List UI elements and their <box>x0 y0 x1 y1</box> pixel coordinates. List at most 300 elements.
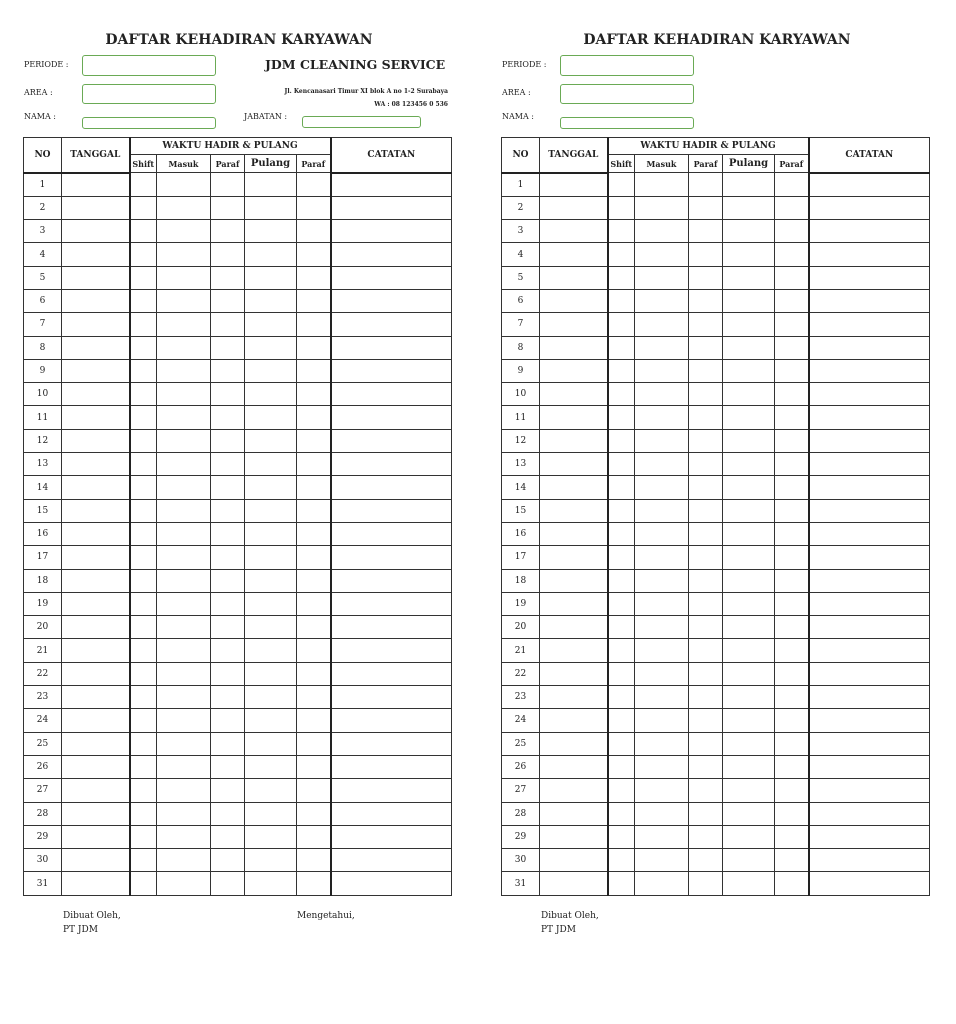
paraf-pulang-cell[interactable] <box>297 196 331 219</box>
pulang-cell[interactable] <box>245 825 297 848</box>
paraf-cell[interactable] <box>689 755 723 778</box>
pulang-cell[interactable] <box>723 546 775 569</box>
pulang-cell[interactable] <box>723 779 775 802</box>
catatan-cell[interactable] <box>331 406 452 429</box>
paraf-cell[interactable] <box>211 313 245 336</box>
shift-cell[interactable] <box>130 243 157 266</box>
nama-field[interactable] <box>82 117 216 129</box>
paraf-pulang-cell[interactable] <box>775 639 809 662</box>
paraf-cell[interactable] <box>211 825 245 848</box>
pulang-cell[interactable] <box>245 616 297 639</box>
tanggal-cell[interactable] <box>62 849 130 872</box>
masuk-cell[interactable] <box>635 476 689 499</box>
catatan-cell[interactable] <box>331 383 452 406</box>
pulang-cell[interactable] <box>723 220 775 243</box>
catatan-cell[interactable] <box>331 709 452 732</box>
catatan-cell[interactable] <box>331 872 452 895</box>
paraf-pulang-cell[interactable] <box>775 546 809 569</box>
shift-cell[interactable] <box>130 709 157 732</box>
pulang-cell[interactable] <box>723 313 775 336</box>
paraf-cell[interactable] <box>689 429 723 452</box>
catatan-cell[interactable] <box>331 616 452 639</box>
paraf-cell[interactable] <box>211 266 245 289</box>
paraf-pulang-cell[interactable] <box>775 243 809 266</box>
pulang-cell[interactable] <box>723 616 775 639</box>
tanggal-cell[interactable] <box>62 569 130 592</box>
pulang-cell[interactable] <box>245 196 297 219</box>
pulang-cell[interactable] <box>723 872 775 895</box>
shift-cell[interactable] <box>608 639 635 662</box>
pulang-cell[interactable] <box>723 686 775 709</box>
tanggal-cell[interactable] <box>62 336 130 359</box>
paraf-pulang-cell[interactable] <box>297 336 331 359</box>
paraf-cell[interactable] <box>689 453 723 476</box>
paraf-pulang-cell[interactable] <box>775 522 809 545</box>
paraf-cell[interactable] <box>689 406 723 429</box>
paraf-cell[interactable] <box>689 825 723 848</box>
masuk-cell[interactable] <box>635 359 689 382</box>
tanggal-cell[interactable] <box>62 266 130 289</box>
tanggal-cell[interactable] <box>540 406 608 429</box>
catatan-cell[interactable] <box>809 709 930 732</box>
masuk-cell[interactable] <box>635 732 689 755</box>
pulang-cell[interactable] <box>245 173 297 197</box>
paraf-cell[interactable] <box>689 359 723 382</box>
shift-cell[interactable] <box>130 569 157 592</box>
paraf-cell[interactable] <box>689 522 723 545</box>
tanggal-cell[interactable] <box>540 453 608 476</box>
paraf-cell[interactable] <box>689 802 723 825</box>
shift-cell[interactable] <box>608 546 635 569</box>
tanggal-cell[interactable] <box>62 173 130 197</box>
paraf-cell[interactable] <box>211 802 245 825</box>
paraf-cell[interactable] <box>689 546 723 569</box>
masuk-cell[interactable] <box>635 569 689 592</box>
paraf-cell[interactable] <box>689 872 723 895</box>
pulang-cell[interactable] <box>245 546 297 569</box>
tanggal-cell[interactable] <box>62 616 130 639</box>
pulang-cell[interactable] <box>245 289 297 312</box>
paraf-pulang-cell[interactable] <box>297 569 331 592</box>
masuk-cell[interactable] <box>157 499 211 522</box>
tanggal-cell[interactable] <box>540 662 608 685</box>
paraf-cell[interactable] <box>689 709 723 732</box>
paraf-pulang-cell[interactable] <box>297 779 331 802</box>
paraf-pulang-cell[interactable] <box>775 872 809 895</box>
paraf-cell[interactable] <box>689 336 723 359</box>
paraf-cell[interactable] <box>211 499 245 522</box>
paraf-cell[interactable] <box>689 243 723 266</box>
pulang-cell[interactable] <box>245 313 297 336</box>
shift-cell[interactable] <box>130 476 157 499</box>
shift-cell[interactable] <box>130 522 157 545</box>
shift-cell[interactable] <box>130 802 157 825</box>
paraf-pulang-cell[interactable] <box>775 825 809 848</box>
masuk-cell[interactable] <box>157 569 211 592</box>
masuk-cell[interactable] <box>635 849 689 872</box>
shift-cell[interactable] <box>608 266 635 289</box>
masuk-cell[interactable] <box>635 779 689 802</box>
paraf-cell[interactable] <box>689 592 723 615</box>
pulang-cell[interactable] <box>723 522 775 545</box>
catatan-cell[interactable] <box>331 686 452 709</box>
paraf-cell[interactable] <box>689 173 723 197</box>
tanggal-cell[interactable] <box>62 289 130 312</box>
catatan-cell[interactable] <box>809 359 930 382</box>
shift-cell[interactable] <box>130 639 157 662</box>
pulang-cell[interactable] <box>723 709 775 732</box>
paraf-cell[interactable] <box>211 336 245 359</box>
shift-cell[interactable] <box>608 383 635 406</box>
shift-cell[interactable] <box>130 196 157 219</box>
shift-cell[interactable] <box>608 429 635 452</box>
pulang-cell[interactable] <box>723 499 775 522</box>
shift-cell[interactable] <box>608 289 635 312</box>
shift-cell[interactable] <box>608 476 635 499</box>
catatan-cell[interactable] <box>809 872 930 895</box>
masuk-cell[interactable] <box>157 802 211 825</box>
paraf-cell[interactable] <box>211 709 245 732</box>
pulang-cell[interactable] <box>245 802 297 825</box>
pulang-cell[interactable] <box>723 825 775 848</box>
paraf-pulang-cell[interactable] <box>775 616 809 639</box>
catatan-cell[interactable] <box>331 802 452 825</box>
shift-cell[interactable] <box>608 709 635 732</box>
catatan-cell[interactable] <box>331 243 452 266</box>
shift-cell[interactable] <box>130 499 157 522</box>
tanggal-cell[interactable] <box>540 779 608 802</box>
tanggal-cell[interactable] <box>62 802 130 825</box>
paraf-cell[interactable] <box>211 546 245 569</box>
pulang-cell[interactable] <box>723 476 775 499</box>
paraf-cell[interactable] <box>689 732 723 755</box>
paraf-pulang-cell[interactable] <box>297 546 331 569</box>
masuk-cell[interactable] <box>635 336 689 359</box>
pulang-cell[interactable] <box>245 336 297 359</box>
paraf-cell[interactable] <box>689 569 723 592</box>
pulang-cell[interactable] <box>245 732 297 755</box>
paraf-pulang-cell[interactable] <box>297 220 331 243</box>
paraf-pulang-cell[interactable] <box>775 266 809 289</box>
catatan-cell[interactable] <box>809 383 930 406</box>
tanggal-cell[interactable] <box>62 662 130 685</box>
paraf-cell[interactable] <box>211 289 245 312</box>
paraf-cell[interactable] <box>211 453 245 476</box>
pulang-cell[interactable] <box>723 569 775 592</box>
tanggal-cell[interactable] <box>540 499 608 522</box>
catatan-cell[interactable] <box>331 173 452 197</box>
pulang-cell[interactable] <box>723 173 775 197</box>
paraf-cell[interactable] <box>689 639 723 662</box>
paraf-pulang-cell[interactable] <box>297 499 331 522</box>
shift-cell[interactable] <box>130 336 157 359</box>
paraf-pulang-cell[interactable] <box>297 406 331 429</box>
paraf-cell[interactable] <box>689 383 723 406</box>
catatan-cell[interactable] <box>809 616 930 639</box>
tanggal-cell[interactable] <box>540 872 608 895</box>
masuk-cell[interactable] <box>157 849 211 872</box>
catatan-cell[interactable] <box>809 499 930 522</box>
masuk-cell[interactable] <box>635 243 689 266</box>
masuk-cell[interactable] <box>157 616 211 639</box>
tanggal-cell[interactable] <box>540 429 608 452</box>
masuk-cell[interactable] <box>157 243 211 266</box>
masuk-cell[interactable] <box>635 872 689 895</box>
pulang-cell[interactable] <box>245 266 297 289</box>
masuk-cell[interactable] <box>157 872 211 895</box>
shift-cell[interactable] <box>130 313 157 336</box>
pulang-cell[interactable] <box>723 266 775 289</box>
pulang-cell[interactable] <box>245 406 297 429</box>
paraf-cell[interactable] <box>211 173 245 197</box>
shift-cell[interactable] <box>608 662 635 685</box>
catatan-cell[interactable] <box>331 453 452 476</box>
catatan-cell[interactable] <box>331 546 452 569</box>
masuk-cell[interactable] <box>635 825 689 848</box>
paraf-cell[interactable] <box>211 662 245 685</box>
paraf-pulang-cell[interactable] <box>775 196 809 219</box>
shift-cell[interactable] <box>130 266 157 289</box>
tanggal-cell[interactable] <box>62 383 130 406</box>
masuk-cell[interactable] <box>157 173 211 197</box>
paraf-cell[interactable] <box>211 383 245 406</box>
masuk-cell[interactable] <box>157 686 211 709</box>
shift-cell[interactable] <box>608 686 635 709</box>
shift-cell[interactable] <box>130 592 157 615</box>
shift-cell[interactable] <box>608 499 635 522</box>
tanggal-cell[interactable] <box>62 546 130 569</box>
masuk-cell[interactable] <box>157 406 211 429</box>
shift-cell[interactable] <box>608 732 635 755</box>
catatan-cell[interactable] <box>331 592 452 615</box>
catatan-cell[interactable] <box>809 592 930 615</box>
paraf-cell[interactable] <box>211 592 245 615</box>
masuk-cell[interactable] <box>635 639 689 662</box>
tanggal-cell[interactable] <box>62 732 130 755</box>
shift-cell[interactable] <box>608 569 635 592</box>
catatan-cell[interactable] <box>809 336 930 359</box>
paraf-cell[interactable] <box>211 359 245 382</box>
paraf-cell[interactable] <box>689 499 723 522</box>
paraf-pulang-cell[interactable] <box>297 429 331 452</box>
paraf-pulang-cell[interactable] <box>775 849 809 872</box>
catatan-cell[interactable] <box>809 779 930 802</box>
tanggal-cell[interactable] <box>540 639 608 662</box>
paraf-pulang-cell[interactable] <box>775 569 809 592</box>
shift-cell[interactable] <box>130 453 157 476</box>
masuk-cell[interactable] <box>157 592 211 615</box>
paraf-pulang-cell[interactable] <box>297 266 331 289</box>
masuk-cell[interactable] <box>157 289 211 312</box>
catatan-cell[interactable] <box>331 499 452 522</box>
tanggal-cell[interactable] <box>540 476 608 499</box>
masuk-cell[interactable] <box>635 289 689 312</box>
paraf-cell[interactable] <box>211 755 245 778</box>
pulang-cell[interactable] <box>723 429 775 452</box>
paraf-pulang-cell[interactable] <box>775 383 809 406</box>
paraf-cell[interactable] <box>211 779 245 802</box>
pulang-cell[interactable] <box>723 336 775 359</box>
shift-cell[interactable] <box>130 429 157 452</box>
catatan-cell[interactable] <box>809 313 930 336</box>
masuk-cell[interactable] <box>635 755 689 778</box>
periode-field[interactable] <box>82 55 216 76</box>
paraf-cell[interactable] <box>211 639 245 662</box>
pulang-cell[interactable] <box>245 872 297 895</box>
shift-cell[interactable] <box>608 196 635 219</box>
shift-cell[interactable] <box>130 406 157 429</box>
tanggal-cell[interactable] <box>540 546 608 569</box>
masuk-cell[interactable] <box>157 825 211 848</box>
masuk-cell[interactable] <box>157 313 211 336</box>
paraf-pulang-cell[interactable] <box>297 522 331 545</box>
pulang-cell[interactable] <box>723 243 775 266</box>
pulang-cell[interactable] <box>245 359 297 382</box>
area-field[interactable] <box>560 84 694 104</box>
catatan-cell[interactable] <box>331 755 452 778</box>
paraf-pulang-cell[interactable] <box>297 359 331 382</box>
shift-cell[interactable] <box>608 173 635 197</box>
shift-cell[interactable] <box>130 732 157 755</box>
paraf-cell[interactable] <box>211 569 245 592</box>
paraf-cell[interactable] <box>211 406 245 429</box>
tanggal-cell[interactable] <box>540 243 608 266</box>
paraf-cell[interactable] <box>211 732 245 755</box>
tanggal-cell[interactable] <box>540 569 608 592</box>
tanggal-cell[interactable] <box>540 709 608 732</box>
paraf-pulang-cell[interactable] <box>297 243 331 266</box>
tanggal-cell[interactable] <box>62 220 130 243</box>
paraf-pulang-cell[interactable] <box>775 476 809 499</box>
paraf-pulang-cell[interactable] <box>297 732 331 755</box>
paraf-pulang-cell[interactable] <box>775 429 809 452</box>
tanggal-cell[interactable] <box>62 429 130 452</box>
paraf-cell[interactable] <box>689 616 723 639</box>
shift-cell[interactable] <box>608 359 635 382</box>
shift-cell[interactable] <box>130 825 157 848</box>
tanggal-cell[interactable] <box>540 755 608 778</box>
paraf-pulang-cell[interactable] <box>297 289 331 312</box>
paraf-pulang-cell[interactable] <box>297 476 331 499</box>
masuk-cell[interactable] <box>157 522 211 545</box>
shift-cell[interactable] <box>608 872 635 895</box>
paraf-cell[interactable] <box>689 289 723 312</box>
paraf-pulang-cell[interactable] <box>775 313 809 336</box>
shift-cell[interactable] <box>130 755 157 778</box>
tanggal-cell[interactable] <box>62 522 130 545</box>
pulang-cell[interactable] <box>245 709 297 732</box>
catatan-cell[interactable] <box>331 359 452 382</box>
paraf-pulang-cell[interactable] <box>775 220 809 243</box>
paraf-pulang-cell[interactable] <box>297 313 331 336</box>
paraf-pulang-cell[interactable] <box>297 639 331 662</box>
pulang-cell[interactable] <box>245 522 297 545</box>
masuk-cell[interactable] <box>635 196 689 219</box>
shift-cell[interactable] <box>608 453 635 476</box>
masuk-cell[interactable] <box>635 383 689 406</box>
paraf-cell[interactable] <box>211 872 245 895</box>
masuk-cell[interactable] <box>635 522 689 545</box>
tanggal-cell[interactable] <box>540 616 608 639</box>
tanggal-cell[interactable] <box>62 406 130 429</box>
catatan-cell[interactable] <box>809 453 930 476</box>
paraf-cell[interactable] <box>211 686 245 709</box>
masuk-cell[interactable] <box>157 662 211 685</box>
shift-cell[interactable] <box>130 383 157 406</box>
catatan-cell[interactable] <box>331 220 452 243</box>
catatan-cell[interactable] <box>331 476 452 499</box>
masuk-cell[interactable] <box>635 173 689 197</box>
paraf-pulang-cell[interactable] <box>297 849 331 872</box>
catatan-cell[interactable] <box>331 779 452 802</box>
pulang-cell[interactable] <box>245 499 297 522</box>
tanggal-cell[interactable] <box>540 849 608 872</box>
shift-cell[interactable] <box>130 872 157 895</box>
area-field[interactable] <box>82 84 216 104</box>
paraf-pulang-cell[interactable] <box>775 662 809 685</box>
paraf-pulang-cell[interactable] <box>775 359 809 382</box>
paraf-pulang-cell[interactable] <box>297 173 331 197</box>
pulang-cell[interactable] <box>245 383 297 406</box>
tanggal-cell[interactable] <box>62 476 130 499</box>
tanggal-cell[interactable] <box>62 825 130 848</box>
shift-cell[interactable] <box>608 592 635 615</box>
masuk-cell[interactable] <box>635 453 689 476</box>
catatan-cell[interactable] <box>809 825 930 848</box>
pulang-cell[interactable] <box>723 406 775 429</box>
tanggal-cell[interactable] <box>62 243 130 266</box>
paraf-pulang-cell[interactable] <box>775 499 809 522</box>
catatan-cell[interactable] <box>809 196 930 219</box>
catatan-cell[interactable] <box>809 686 930 709</box>
catatan-cell[interactable] <box>331 196 452 219</box>
pulang-cell[interactable] <box>723 849 775 872</box>
tanggal-cell[interactable] <box>62 592 130 615</box>
paraf-pulang-cell[interactable] <box>775 453 809 476</box>
shift-cell[interactable] <box>608 243 635 266</box>
catatan-cell[interactable] <box>331 336 452 359</box>
paraf-pulang-cell[interactable] <box>297 592 331 615</box>
paraf-cell[interactable] <box>689 686 723 709</box>
shift-cell[interactable] <box>130 616 157 639</box>
shift-cell[interactable] <box>130 220 157 243</box>
paraf-cell[interactable] <box>689 220 723 243</box>
pulang-cell[interactable] <box>723 755 775 778</box>
paraf-cell[interactable] <box>689 266 723 289</box>
catatan-cell[interactable] <box>809 569 930 592</box>
pulang-cell[interactable] <box>245 849 297 872</box>
catatan-cell[interactable] <box>809 243 930 266</box>
catatan-cell[interactable] <box>809 662 930 685</box>
shift-cell[interactable] <box>130 546 157 569</box>
tanggal-cell[interactable] <box>62 313 130 336</box>
masuk-cell[interactable] <box>635 499 689 522</box>
paraf-pulang-cell[interactable] <box>775 732 809 755</box>
tanggal-cell[interactable] <box>540 592 608 615</box>
pulang-cell[interactable] <box>245 476 297 499</box>
masuk-cell[interactable] <box>635 686 689 709</box>
pulang-cell[interactable] <box>245 243 297 266</box>
shift-cell[interactable] <box>130 173 157 197</box>
catatan-cell[interactable] <box>809 173 930 197</box>
pulang-cell[interactable] <box>723 639 775 662</box>
shift-cell[interactable] <box>130 779 157 802</box>
shift-cell[interactable] <box>608 802 635 825</box>
paraf-pulang-cell[interactable] <box>775 755 809 778</box>
paraf-cell[interactable] <box>211 522 245 545</box>
masuk-cell[interactable] <box>635 616 689 639</box>
tanggal-cell[interactable] <box>540 359 608 382</box>
